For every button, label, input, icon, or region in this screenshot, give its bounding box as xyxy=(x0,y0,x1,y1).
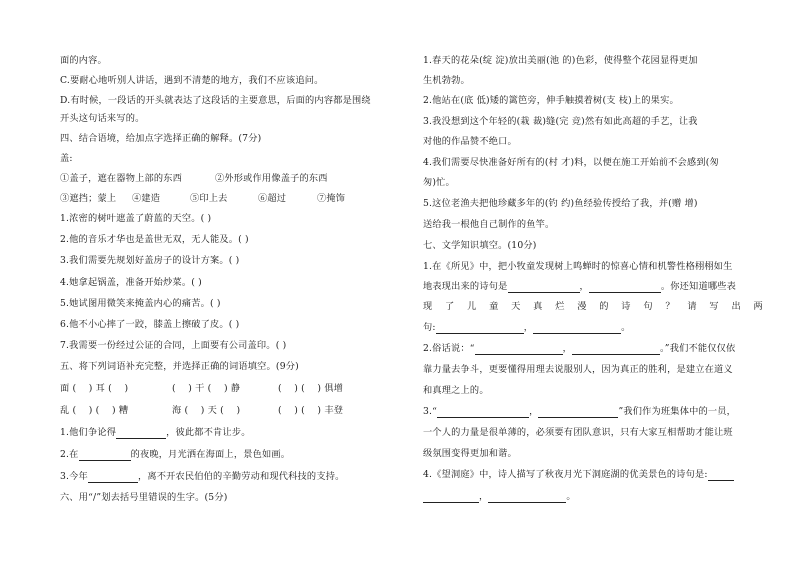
answer-blank[interactable] xyxy=(572,344,660,355)
char-question: 4.我们需要尽快准备好所有的(村 才)料，以便在施工开始前不会感到(匆 xyxy=(423,157,719,168)
literature-question: 4.《望洞庭》中，诗人描写了秋夜月光下洞庭湖的优美景色的诗句是: xyxy=(423,469,734,481)
spaced-char: 现 xyxy=(423,301,433,312)
answer-blank[interactable] xyxy=(88,472,138,483)
literature-question: 3.“ ， ”我们作为班集体中的一员， xyxy=(423,406,737,417)
question: 1.浓密的树叶遮盖了蔚蓝的天空。( ) xyxy=(60,213,212,224)
spaced-char: 烂 xyxy=(555,301,565,312)
answer-blank[interactable] xyxy=(708,470,734,481)
target-char: 盖: xyxy=(60,153,73,164)
meaning-option: ⑦掩饰 xyxy=(317,193,346,204)
literature-question: 1.在《所见》中，把小牧童发现树上鸣蝉时的惊喜心情和机警性格栩栩如生 xyxy=(423,261,733,272)
char-question: 5.这位老渔夫把他珍藏多年的(钓 约)鱼经验传授给了我，并(赠 增) xyxy=(423,198,698,209)
idiom-blank: ( ) 干 ( ) 静 xyxy=(172,383,241,394)
answer-blank[interactable] xyxy=(79,450,131,461)
idiom-blank: 面 ( ) 耳 ( ) xyxy=(60,383,129,394)
meaning-option: ③遮挡；蒙上 xyxy=(60,193,117,204)
literature-question: 2.俗话说：“ ， 。”我们不能仅仅依 xyxy=(423,343,736,354)
idiom-blank: ( ) ( ) 俱增 xyxy=(278,383,344,394)
text-line: 开头这句话来写的。 xyxy=(60,113,145,124)
literature-question: 地表现出来的诗句是 ， 。你还知道哪些表 xyxy=(423,281,736,292)
idiom-blank: 海 ( ) 天 ( ) xyxy=(172,405,241,416)
meaning-option: ①盖子，遮在器物上部的东西 xyxy=(60,173,183,184)
question: 3.我们需要先规划好盖房子的设计方案。( ) xyxy=(60,255,240,266)
question: 4.她拿起锅盖，准备开始炒菜。( ) xyxy=(60,277,202,288)
option-c: C.要耐心地听别人讲话，遇到不清楚的地方，我们不应该追问。 xyxy=(60,75,324,86)
answer-blank[interactable] xyxy=(436,323,524,334)
meaning-option: ⑤印上去 xyxy=(190,193,228,204)
spaced-char: 真 xyxy=(533,301,543,312)
question: 2.他的音乐才华也是盖世无双，无人能及。( ) xyxy=(60,234,249,245)
section-4-title: 四、结合语境，给加点字选择正确的解释。(7分) xyxy=(60,133,262,144)
char-question: 2.他站在(底 低)矮的篱笆旁，伸手触摸着树(支 枝)上的果实。 xyxy=(423,95,679,106)
meaning-option: ②外形或作用像盖子的东西 xyxy=(215,173,328,184)
option-d: D.有时候，一段话的开头就表达了这段话的主要意思，后面的内容都是围绕 xyxy=(60,95,371,106)
text-line: 面的内容。 xyxy=(60,55,107,66)
meaning-option: ⑥超过 xyxy=(258,193,287,204)
spaced-char: 的 xyxy=(599,301,609,312)
spaced-char: 天 xyxy=(511,301,521,312)
char-question: 送给我一根他自己制作的鱼竿。 xyxy=(423,219,555,230)
char-question: 匆)忙。 xyxy=(423,177,455,188)
spaced-char: 儿 xyxy=(467,301,477,312)
literature-question: 级氛围变得更加和谐。 xyxy=(423,448,517,459)
literature-question: 句: ， 。 xyxy=(423,322,631,333)
spaced-char: 出 xyxy=(731,301,741,312)
section-7-title: 七、文学知识填空。(10分) xyxy=(423,240,537,251)
spaced-char: 童 xyxy=(489,301,499,312)
char-question: 1.春天的花朵(绽 淀)放出美丽(池 的)色彩，使得整个花园显得更加 xyxy=(423,55,698,66)
fill-question: 2.在 的夜晚，月光洒在海面上，景色如画。 xyxy=(60,449,291,460)
literature-question: ， 。 xyxy=(423,491,576,503)
fill-question: 3.今年 ，离不开农民伯伯的辛勤劳动和现代科技的支持。 xyxy=(60,471,345,482)
idiom-blank: 乱 ( ) ( ) 糟 xyxy=(60,405,129,416)
answer-blank[interactable] xyxy=(508,282,580,293)
literature-question: 靠力量去争斗，更要懂得用理去说服别人，因为真正的胜利，是建立在道义 xyxy=(423,364,733,375)
answer-blank[interactable] xyxy=(533,323,621,334)
fill-question: 1.他们争论得 ，彼此都不肯让步。 xyxy=(60,427,251,438)
meaning-option: ④建造 xyxy=(132,193,161,204)
spaced-char: 了 xyxy=(445,301,455,312)
literature-question xyxy=(423,301,763,313)
answer-blank[interactable] xyxy=(437,407,529,418)
spaced-char: 请 xyxy=(687,301,697,312)
spaced-char: 写 xyxy=(709,301,719,312)
spaced-char: 两 xyxy=(753,301,763,312)
answer-blank[interactable] xyxy=(475,344,563,355)
question: 7.我需要一份经过公证的合同，上面要有公司盖印。( ) xyxy=(60,340,287,351)
answer-blank[interactable] xyxy=(423,492,479,503)
section-5-title: 五、将下列词语补充完整，并选择正确的词语填空。(9分) xyxy=(60,361,299,372)
char-question: 3.我没想到这个年轻的(栽 裁)缝(完 竞)然有如此高超的手艺，让我 xyxy=(423,116,698,127)
literature-question: 和真理之上的。 xyxy=(423,385,489,396)
answer-blank[interactable] xyxy=(538,407,618,418)
literature-question: 一个人的力量是很单薄的，必须要有团队意识，只有大家互相帮助才能让班 xyxy=(423,427,733,438)
spaced-char: 句 xyxy=(643,301,653,312)
section-6-title: 六、用“/”划去括号里错误的生字。(5分) xyxy=(60,492,228,503)
char-question: 生机勃勃。 xyxy=(423,75,470,86)
answer-blank[interactable] xyxy=(116,428,166,439)
char-question: 对他的作品赞不绝口。 xyxy=(423,136,517,147)
idiom-blank: ( ) ( ) 丰登 xyxy=(278,405,344,416)
spaced-char: ？ xyxy=(665,301,675,312)
spaced-char: 诗 xyxy=(621,301,631,312)
answer-blank[interactable] xyxy=(488,492,566,503)
spaced-char: 漫 xyxy=(577,301,587,312)
question: 5.她试图用微笑来掩盖内心的痛苦。( ) xyxy=(60,298,221,309)
question: 6.他不小心摔了一跤，膝盖上擦破了皮。( ) xyxy=(60,319,240,330)
answer-blank[interactable] xyxy=(589,282,661,293)
